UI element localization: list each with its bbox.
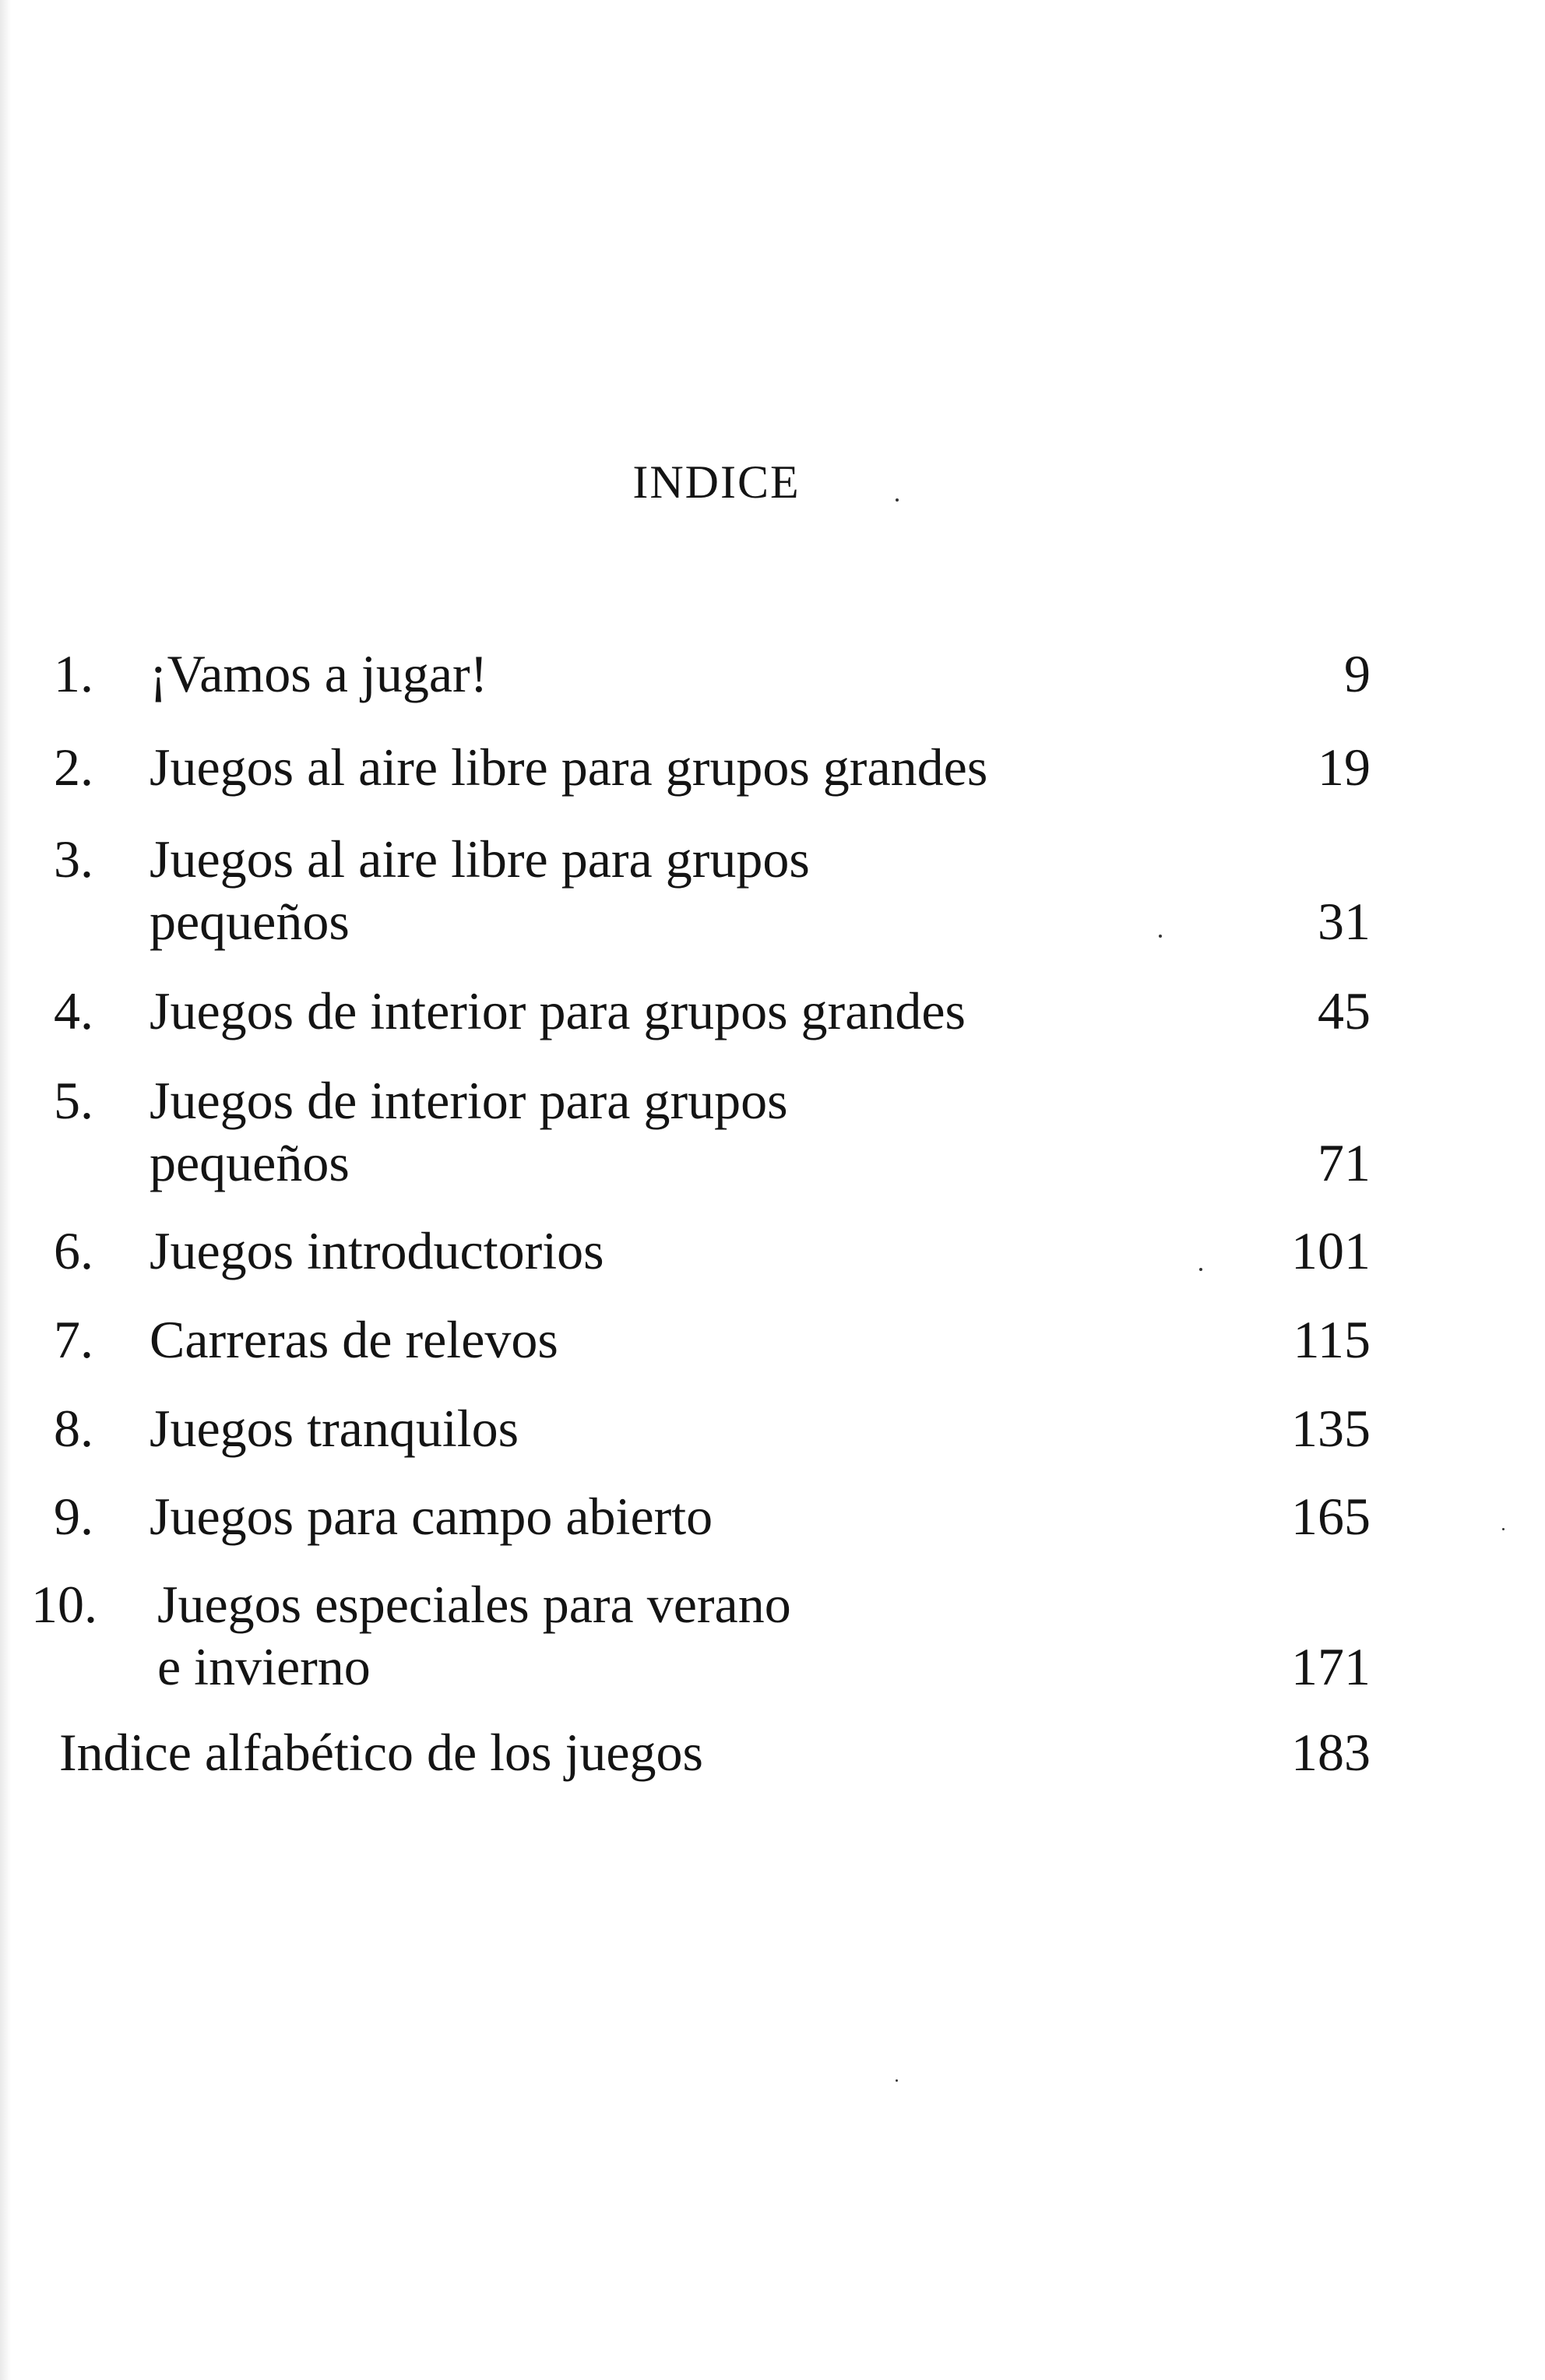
entry-title: Carreras de relevos — [150, 1310, 558, 1369]
entry-number: 5. — [54, 1071, 93, 1130]
entry-title-continued: e invierno — [157, 1637, 371, 1696]
scan-speck — [1199, 1268, 1202, 1271]
entry-title: Juegos de interior para grupos grandes — [150, 981, 966, 1040]
entry-page-number: 101 — [1291, 1221, 1371, 1280]
entry-page-number: 171 — [1291, 1637, 1371, 1696]
entry-title: Indice alfabético de los juegos — [59, 1723, 704, 1782]
entry-title-continued: pequeños — [150, 892, 350, 951]
entry-page-number: 165 — [1291, 1487, 1371, 1546]
entry-number: 6. — [54, 1221, 93, 1280]
entry-page-number: 183 — [1291, 1723, 1371, 1782]
scan-speck — [896, 2079, 898, 2082]
entry-title: Juegos al aire libre para grupos — [150, 829, 810, 889]
entry-number: 9. — [54, 1487, 93, 1546]
entry-title: Juegos introductorios — [150, 1221, 604, 1280]
entry-title: Juegos de interior para grupos — [150, 1071, 788, 1130]
scan-speck — [896, 498, 899, 502]
entry-number: 4. — [54, 981, 93, 1040]
entry-title: Juegos para campo abierto — [150, 1487, 713, 1546]
page-title: INDICE — [632, 456, 801, 508]
entry-title: Juegos tranquilos — [150, 1399, 519, 1458]
entry-title: Juegos especiales para verano — [157, 1575, 791, 1634]
entry-number: 7. — [54, 1310, 93, 1369]
entry-title-continued: pequeños — [150, 1133, 350, 1192]
entry-page-number: 9 — [1344, 644, 1371, 703]
entry-number: 10. — [31, 1575, 97, 1634]
entry-number: 1. — [54, 644, 93, 703]
entry-page-number: 45 — [1318, 981, 1371, 1040]
entry-number: 8. — [54, 1399, 93, 1458]
entry-title: ¡Vamos a jugar! — [150, 644, 488, 703]
entry-page-number: 135 — [1291, 1399, 1371, 1458]
page-edge-shadow — [0, 0, 11, 2380]
scan-speck — [1502, 1528, 1505, 1530]
entry-page-number: 19 — [1318, 738, 1371, 797]
entry-title: Juegos al aire libre para grupos grandes — [150, 738, 988, 797]
entry-number: 3. — [54, 829, 93, 889]
entry-page-number: 31 — [1318, 892, 1371, 951]
entry-page-number: 71 — [1318, 1133, 1371, 1192]
scan-speck — [1159, 935, 1162, 938]
entry-number: 2. — [54, 738, 93, 797]
entry-page-number: 115 — [1293, 1310, 1371, 1369]
